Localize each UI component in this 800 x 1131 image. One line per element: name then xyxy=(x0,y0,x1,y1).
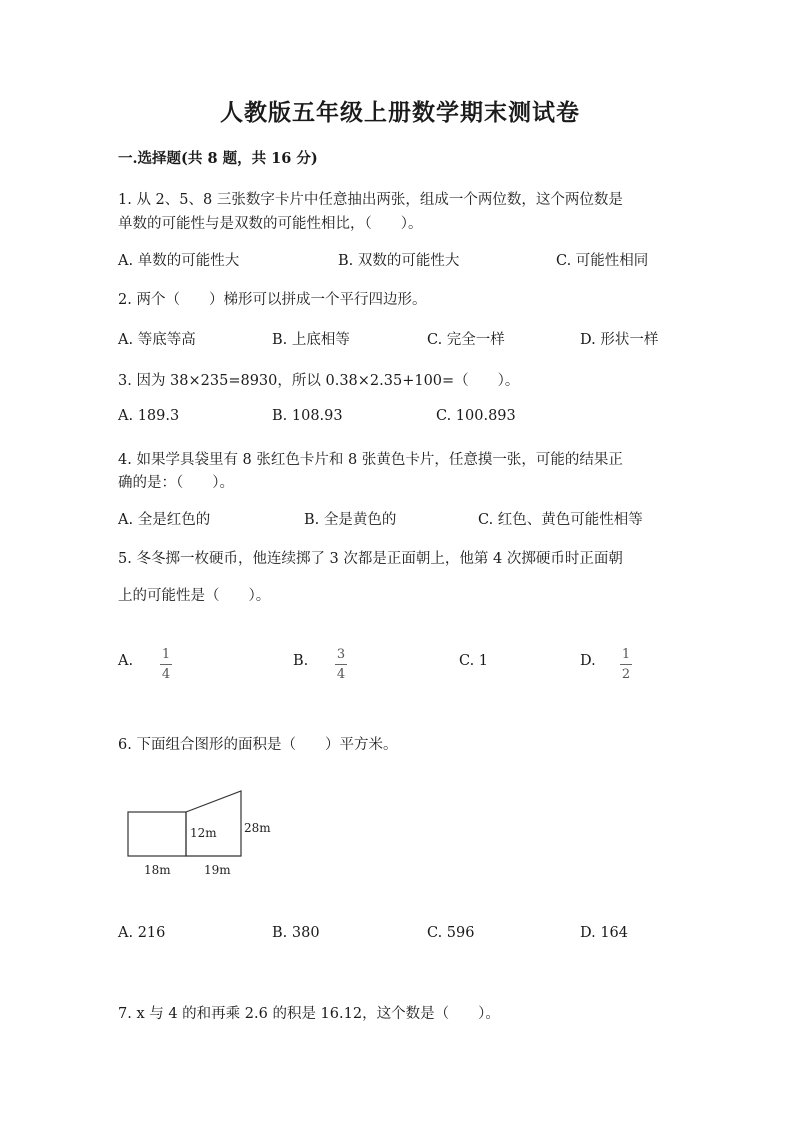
question-2-option-b: B. 上底相等 xyxy=(272,332,350,348)
fraction-numerator: 1 xyxy=(621,647,631,662)
fraction-denominator: 4 xyxy=(336,667,346,682)
question-1-option-b: B. 双数的可能性大 xyxy=(338,253,460,269)
question-5-option-d-fraction xyxy=(620,648,632,681)
section-heading: 一.选择题(共 8 题，共 16 分) xyxy=(118,150,318,167)
question-5-line-2: 上的可能性是（ ）。 xyxy=(118,588,271,604)
question-5-line-1: 5. 冬冬掷一枚硬币，他连续掷了 3 次都是正面朝上，他第 4 次掷硬币时正面朝 xyxy=(118,551,623,567)
question-1-line-1: 1. 从 2、5、8 三张数字卡片中任意抽出两张，组成一个两位数，这个两位数是 xyxy=(118,192,623,208)
question-6-option-b: B. 380 xyxy=(272,925,320,941)
question-6-option-a: A. 216 xyxy=(118,925,166,941)
fraction-bar xyxy=(160,664,172,665)
question-3-option-c: C. 100.893 xyxy=(436,408,516,424)
fraction-bar xyxy=(335,664,347,665)
question-5-option-a-fraction xyxy=(160,648,172,681)
question-5-option-b-fraction xyxy=(335,648,347,681)
rectangle-part xyxy=(128,812,186,856)
page-title: 人教版五年级上册数学期末测试卷 xyxy=(220,99,580,126)
fraction-bar xyxy=(620,664,632,665)
question-2-option-d: D. 形状一样 xyxy=(580,332,659,348)
label-19m: 19m xyxy=(204,863,231,877)
fraction-denominator: 4 xyxy=(161,667,171,682)
question-5-option-c: C. 1 xyxy=(459,653,489,669)
question-1-line-2: 单数的可能性与是双数的可能性相比，（ ）。 xyxy=(118,216,423,232)
question-4-option-b: B. 全是黄色的 xyxy=(304,512,397,528)
fraction-numerator: 3 xyxy=(336,647,346,662)
question-5-option-d-label: D. xyxy=(580,653,596,669)
question-3-option-b: B. 108.93 xyxy=(272,408,343,424)
question-4-option-c: C. 红色、黄色可能性相等 xyxy=(478,512,643,528)
composite-shape-figure xyxy=(110,780,290,885)
question-4-line-1: 4. 如果学具袋里有 8 张红色卡片和 8 张黄色卡片，任意摸一张，可能的结果正 xyxy=(118,452,623,468)
question-3-option-a: A. 189.3 xyxy=(118,408,180,424)
question-6-option-c: C. 596 xyxy=(427,925,475,941)
question-6-option-d: D. 164 xyxy=(580,925,629,941)
question-2-option-c: C. 完全一样 xyxy=(427,332,505,348)
question-4-line-2: 确的是：（ ）。 xyxy=(118,475,234,491)
question-4-option-a: A. 全是红色的 xyxy=(118,512,211,528)
question-7-line-1: 7. x 与 4 的和再乘 2.6 的积是 16.12，这个数是（ ）。 xyxy=(118,1006,500,1022)
question-2-option-a: A. 等底等高 xyxy=(118,332,196,348)
label-18m: 18m xyxy=(144,863,171,877)
question-1-option-c: C. 可能性相同 xyxy=(556,253,649,269)
question-5-option-b-label: B. xyxy=(293,653,309,669)
question-1-option-a: A. 单数的可能性大 xyxy=(118,253,240,269)
question-6-line-1: 6. 下面组合图形的面积是（ ）平方米。 xyxy=(118,737,398,753)
question-2-line-1: 2. 两个（ ）梯形可以拼成一个平行四边形。 xyxy=(118,292,427,308)
label-28m: 28m xyxy=(244,821,271,835)
question-5-option-a-label: A. xyxy=(118,653,134,669)
trapezoid-part xyxy=(186,791,241,856)
label-12m: 12m xyxy=(190,826,217,840)
question-3-line-1: 3. 因为 38×235=8930，所以 0.38×2.35+100=（ ）。 xyxy=(118,373,520,389)
fraction-denominator: 2 xyxy=(621,667,631,682)
fraction-numerator: 1 xyxy=(161,647,171,662)
